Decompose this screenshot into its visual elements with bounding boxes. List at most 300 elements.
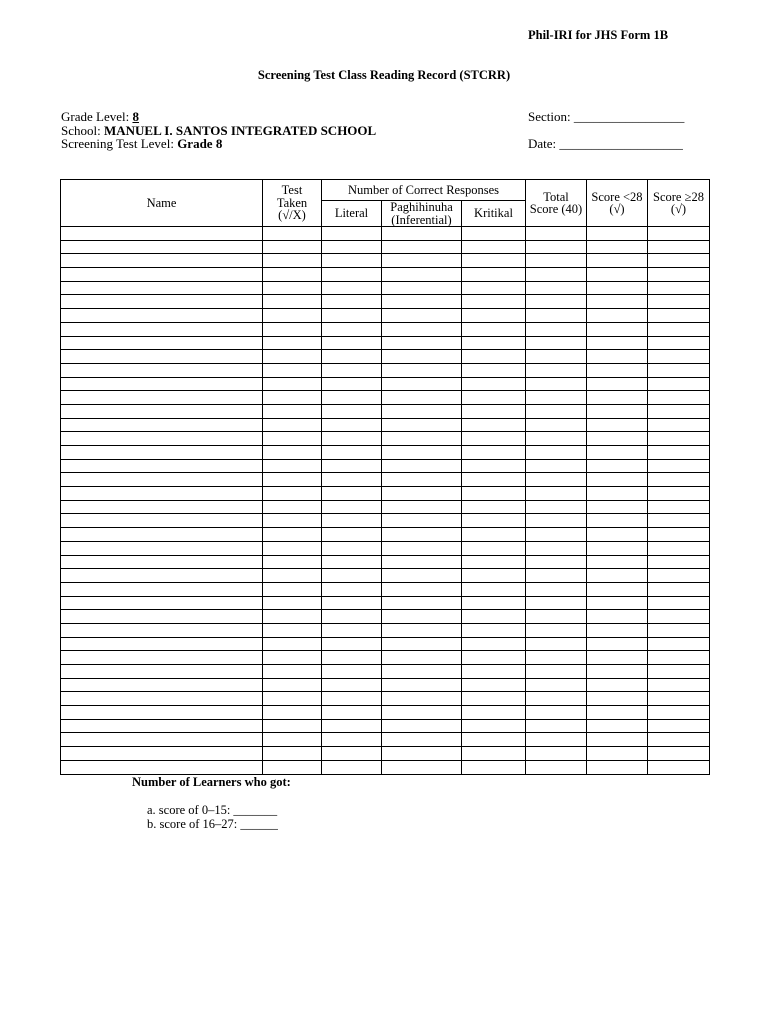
cell-score-above-28[interactable] <box>648 459 710 473</box>
cell-score-above-28[interactable] <box>648 651 710 665</box>
cell-name[interactable] <box>61 610 263 624</box>
cell-test-taken[interactable] <box>263 446 322 460</box>
cell-literal[interactable] <box>322 760 382 774</box>
cell-score-below-28[interactable] <box>587 500 648 514</box>
cell-name[interactable] <box>61 760 263 774</box>
cell-literal[interactable] <box>322 637 382 651</box>
cell-paghihinuha[interactable] <box>382 281 462 295</box>
cell-total-score[interactable] <box>526 719 587 733</box>
cell-literal[interactable] <box>322 418 382 432</box>
cell-test-taken[interactable] <box>263 760 322 774</box>
cell-test-taken[interactable] <box>263 623 322 637</box>
cell-score-above-28[interactable] <box>648 582 710 596</box>
cell-kritikal[interactable] <box>462 309 526 323</box>
cell-score-below-28[interactable] <box>587 240 648 254</box>
cell-literal[interactable] <box>322 733 382 747</box>
cell-score-below-28[interactable] <box>587 706 648 720</box>
cell-total-score[interactable] <box>526 760 587 774</box>
cell-score-below-28[interactable] <box>587 404 648 418</box>
cell-paghihinuha[interactable] <box>382 487 462 501</box>
cell-score-below-28[interactable] <box>587 391 648 405</box>
cell-name[interactable] <box>61 240 263 254</box>
cell-total-score[interactable] <box>526 295 587 309</box>
cell-kritikal[interactable] <box>462 760 526 774</box>
cell-paghihinuha[interactable] <box>382 665 462 679</box>
cell-literal[interactable] <box>322 719 382 733</box>
cell-test-taken[interactable] <box>263 377 322 391</box>
cell-total-score[interactable] <box>526 350 587 364</box>
cell-literal[interactable] <box>322 500 382 514</box>
cell-test-taken[interactable] <box>263 240 322 254</box>
cell-total-score[interactable] <box>526 555 587 569</box>
cell-total-score[interactable] <box>526 377 587 391</box>
cell-test-taken[interactable] <box>263 555 322 569</box>
cell-kritikal[interactable] <box>462 295 526 309</box>
cell-name[interactable] <box>61 692 263 706</box>
cell-score-above-28[interactable] <box>648 487 710 501</box>
cell-kritikal[interactable] <box>462 569 526 583</box>
cell-score-above-28[interactable] <box>648 309 710 323</box>
cell-paghihinuha[interactable] <box>382 268 462 282</box>
cell-literal[interactable] <box>322 391 382 405</box>
cell-score-below-28[interactable] <box>587 227 648 241</box>
cell-kritikal[interactable] <box>462 528 526 542</box>
cell-score-below-28[interactable] <box>587 336 648 350</box>
cell-name[interactable] <box>61 336 263 350</box>
cell-kritikal[interactable] <box>462 446 526 460</box>
cell-kritikal[interactable] <box>462 610 526 624</box>
date-field[interactable]: Date: ___________________ <box>528 136 683 151</box>
cell-paghihinuha[interactable] <box>382 227 462 241</box>
cell-test-taken[interactable] <box>263 569 322 583</box>
cell-score-above-28[interactable] <box>648 227 710 241</box>
cell-test-taken[interactable] <box>263 336 322 350</box>
cell-score-above-28[interactable] <box>648 747 710 761</box>
cell-score-below-28[interactable] <box>587 760 648 774</box>
cell-literal[interactable] <box>322 665 382 679</box>
cell-literal[interactable] <box>322 377 382 391</box>
cell-score-above-28[interactable] <box>648 733 710 747</box>
cell-total-score[interactable] <box>526 692 587 706</box>
cell-score-above-28[interactable] <box>648 446 710 460</box>
cell-test-taken[interactable] <box>263 596 322 610</box>
cell-name[interactable] <box>61 281 263 295</box>
cell-test-taken[interactable] <box>263 459 322 473</box>
cell-score-above-28[interactable] <box>648 240 710 254</box>
cell-name[interactable] <box>61 733 263 747</box>
cell-score-above-28[interactable] <box>648 500 710 514</box>
cell-paghihinuha[interactable] <box>382 719 462 733</box>
cell-literal[interactable] <box>322 651 382 665</box>
cell-score-above-28[interactable] <box>648 336 710 350</box>
cell-name[interactable] <box>61 418 263 432</box>
cell-score-below-28[interactable] <box>587 487 648 501</box>
cell-literal[interactable] <box>322 254 382 268</box>
cell-kritikal[interactable] <box>462 623 526 637</box>
cell-paghihinuha[interactable] <box>382 623 462 637</box>
cell-kritikal[interactable] <box>462 391 526 405</box>
cell-test-taken[interactable] <box>263 295 322 309</box>
cell-literal[interactable] <box>322 473 382 487</box>
cell-name[interactable] <box>61 322 263 336</box>
cell-test-taken[interactable] <box>263 309 322 323</box>
cell-paghihinuha[interactable] <box>382 459 462 473</box>
cell-name[interactable] <box>61 268 263 282</box>
cell-total-score[interactable] <box>526 596 587 610</box>
cell-score-above-28[interactable] <box>648 678 710 692</box>
cell-test-taken[interactable] <box>263 678 322 692</box>
cell-literal[interactable] <box>322 446 382 460</box>
cell-total-score[interactable] <box>526 459 587 473</box>
cell-score-below-28[interactable] <box>587 733 648 747</box>
cell-kritikal[interactable] <box>462 459 526 473</box>
cell-total-score[interactable] <box>526 487 587 501</box>
cell-paghihinuha[interactable] <box>382 350 462 364</box>
cell-score-above-28[interactable] <box>648 528 710 542</box>
cell-name[interactable] <box>61 473 263 487</box>
cell-literal[interactable] <box>322 623 382 637</box>
cell-paghihinuha[interactable] <box>382 322 462 336</box>
cell-kritikal[interactable] <box>462 747 526 761</box>
cell-kritikal[interactable] <box>462 404 526 418</box>
cell-literal[interactable] <box>322 309 382 323</box>
cell-score-below-28[interactable] <box>587 268 648 282</box>
cell-name[interactable] <box>61 706 263 720</box>
cell-test-taken[interactable] <box>263 432 322 446</box>
cell-total-score[interactable] <box>526 582 587 596</box>
cell-paghihinuha[interactable] <box>382 336 462 350</box>
cell-paghihinuha[interactable] <box>382 500 462 514</box>
cell-score-below-28[interactable] <box>587 432 648 446</box>
cell-kritikal[interactable] <box>462 706 526 720</box>
cell-score-below-28[interactable] <box>587 719 648 733</box>
cell-kritikal[interactable] <box>462 473 526 487</box>
cell-total-score[interactable] <box>526 391 587 405</box>
cell-kritikal[interactable] <box>462 377 526 391</box>
cell-score-below-28[interactable] <box>587 473 648 487</box>
cell-total-score[interactable] <box>526 706 587 720</box>
cell-total-score[interactable] <box>526 541 587 555</box>
cell-score-below-28[interactable] <box>587 610 648 624</box>
cell-name[interactable] <box>61 569 263 583</box>
cell-name[interactable] <box>61 432 263 446</box>
cell-score-below-28[interactable] <box>587 541 648 555</box>
cell-score-above-28[interactable] <box>648 514 710 528</box>
cell-kritikal[interactable] <box>462 363 526 377</box>
cell-score-above-28[interactable] <box>648 760 710 774</box>
cell-literal[interactable] <box>322 432 382 446</box>
cell-paghihinuha[interactable] <box>382 596 462 610</box>
cell-score-below-28[interactable] <box>587 295 648 309</box>
cell-test-taken[interactable] <box>263 610 322 624</box>
cell-total-score[interactable] <box>526 268 587 282</box>
cell-name[interactable] <box>61 446 263 460</box>
cell-kritikal[interactable] <box>462 254 526 268</box>
cell-kritikal[interactable] <box>462 418 526 432</box>
cell-paghihinuha[interactable] <box>382 610 462 624</box>
cell-test-taken[interactable] <box>263 500 322 514</box>
cell-total-score[interactable] <box>526 446 587 460</box>
cell-name[interactable] <box>61 309 263 323</box>
cell-test-taken[interactable] <box>263 541 322 555</box>
cell-score-above-28[interactable] <box>648 391 710 405</box>
cell-name[interactable] <box>61 747 263 761</box>
cell-total-score[interactable] <box>526 678 587 692</box>
cell-paghihinuha[interactable] <box>382 254 462 268</box>
cell-name[interactable] <box>61 363 263 377</box>
cell-literal[interactable] <box>322 295 382 309</box>
cell-literal[interactable] <box>322 514 382 528</box>
cell-literal[interactable] <box>322 528 382 542</box>
cell-total-score[interactable] <box>526 336 587 350</box>
cell-score-above-28[interactable] <box>648 404 710 418</box>
cell-score-above-28[interactable] <box>648 637 710 651</box>
cell-literal[interactable] <box>322 610 382 624</box>
cell-paghihinuha[interactable] <box>382 309 462 323</box>
cell-total-score[interactable] <box>526 254 587 268</box>
cell-score-above-28[interactable] <box>648 322 710 336</box>
cell-score-below-28[interactable] <box>587 377 648 391</box>
cell-test-taken[interactable] <box>263 528 322 542</box>
cell-score-below-28[interactable] <box>587 623 648 637</box>
cell-name[interactable] <box>61 500 263 514</box>
cell-name[interactable] <box>61 459 263 473</box>
cell-score-above-28[interactable] <box>648 295 710 309</box>
cell-kritikal[interactable] <box>462 541 526 555</box>
cell-name[interactable] <box>61 254 263 268</box>
cell-test-taken[interactable] <box>263 363 322 377</box>
cell-total-score[interactable] <box>526 240 587 254</box>
cell-score-above-28[interactable] <box>648 569 710 583</box>
cell-paghihinuha[interactable] <box>382 391 462 405</box>
cell-paghihinuha[interactable] <box>382 569 462 583</box>
cell-score-below-28[interactable] <box>587 678 648 692</box>
cell-total-score[interactable] <box>526 528 587 542</box>
cell-test-taken[interactable] <box>263 350 322 364</box>
cell-paghihinuha[interactable] <box>382 418 462 432</box>
cell-total-score[interactable] <box>526 651 587 665</box>
cell-name[interactable] <box>61 514 263 528</box>
cell-literal[interactable] <box>322 596 382 610</box>
cell-literal[interactable] <box>322 582 382 596</box>
cell-name[interactable] <box>61 719 263 733</box>
cell-score-below-28[interactable] <box>587 555 648 569</box>
cell-total-score[interactable] <box>526 404 587 418</box>
cell-paghihinuha[interactable] <box>382 295 462 309</box>
cell-score-below-28[interactable] <box>587 528 648 542</box>
cell-kritikal[interactable] <box>462 582 526 596</box>
cell-paghihinuha[interactable] <box>382 651 462 665</box>
cell-kritikal[interactable] <box>462 432 526 446</box>
cell-paghihinuha[interactable] <box>382 404 462 418</box>
cell-name[interactable] <box>61 651 263 665</box>
cell-name[interactable] <box>61 623 263 637</box>
cell-kritikal[interactable] <box>462 651 526 665</box>
cell-test-taken[interactable] <box>263 487 322 501</box>
cell-literal[interactable] <box>322 268 382 282</box>
cell-score-above-28[interactable] <box>648 268 710 282</box>
cell-literal[interactable] <box>322 350 382 364</box>
cell-paghihinuha[interactable] <box>382 706 462 720</box>
cell-literal[interactable] <box>322 692 382 706</box>
cell-total-score[interactable] <box>526 473 587 487</box>
cell-score-above-28[interactable] <box>648 665 710 679</box>
cell-score-below-28[interactable] <box>587 651 648 665</box>
cell-score-below-28[interactable] <box>587 582 648 596</box>
cell-paghihinuha[interactable] <box>382 733 462 747</box>
cell-literal[interactable] <box>322 281 382 295</box>
cell-name[interactable] <box>61 377 263 391</box>
cell-score-below-28[interactable] <box>587 692 648 706</box>
cell-literal[interactable] <box>322 541 382 555</box>
cell-kritikal[interactable] <box>462 692 526 706</box>
cell-name[interactable] <box>61 637 263 651</box>
cell-test-taken[interactable] <box>263 404 322 418</box>
cell-paghihinuha[interactable] <box>382 582 462 596</box>
cell-kritikal[interactable] <box>462 350 526 364</box>
cell-score-below-28[interactable] <box>587 596 648 610</box>
cell-test-taken[interactable] <box>263 268 322 282</box>
cell-test-taken[interactable] <box>263 281 322 295</box>
cell-total-score[interactable] <box>526 610 587 624</box>
cell-score-above-28[interactable] <box>648 281 710 295</box>
cell-total-score[interactable] <box>526 637 587 651</box>
cell-total-score[interactable] <box>526 281 587 295</box>
cell-name[interactable] <box>61 227 263 241</box>
cell-score-above-28[interactable] <box>648 623 710 637</box>
cell-paghihinuha[interactable] <box>382 432 462 446</box>
cell-kritikal[interactable] <box>462 487 526 501</box>
cell-score-above-28[interactable] <box>648 377 710 391</box>
cell-kritikal[interactable] <box>462 733 526 747</box>
cell-paghihinuha[interactable] <box>382 555 462 569</box>
cell-total-score[interactable] <box>526 733 587 747</box>
cell-test-taken[interactable] <box>263 391 322 405</box>
cell-test-taken[interactable] <box>263 254 322 268</box>
cell-test-taken[interactable] <box>263 582 322 596</box>
cell-total-score[interactable] <box>526 500 587 514</box>
cell-kritikal[interactable] <box>462 500 526 514</box>
cell-name[interactable] <box>61 541 263 555</box>
cell-score-above-28[interactable] <box>648 706 710 720</box>
cell-paghihinuha[interactable] <box>382 692 462 706</box>
cell-kritikal[interactable] <box>462 240 526 254</box>
cell-kritikal[interactable] <box>462 637 526 651</box>
cell-total-score[interactable] <box>526 569 587 583</box>
cell-test-taken[interactable] <box>263 637 322 651</box>
cell-score-above-28[interactable] <box>648 432 710 446</box>
cell-score-below-28[interactable] <box>587 514 648 528</box>
cell-kritikal[interactable] <box>462 665 526 679</box>
cell-test-taken[interactable] <box>263 227 322 241</box>
cell-total-score[interactable] <box>526 363 587 377</box>
cell-kritikal[interactable] <box>462 336 526 350</box>
cell-score-above-28[interactable] <box>648 541 710 555</box>
cell-kritikal[interactable] <box>462 596 526 610</box>
cell-kritikal[interactable] <box>462 719 526 733</box>
cell-name[interactable] <box>61 391 263 405</box>
cell-paghihinuha[interactable] <box>382 446 462 460</box>
cell-test-taken[interactable] <box>263 719 322 733</box>
cell-total-score[interactable] <box>526 623 587 637</box>
cell-kritikal[interactable] <box>462 322 526 336</box>
cell-test-taken[interactable] <box>263 665 322 679</box>
cell-literal[interactable] <box>322 322 382 336</box>
cell-score-below-28[interactable] <box>587 309 648 323</box>
cell-score-below-28[interactable] <box>587 665 648 679</box>
cell-name[interactable] <box>61 404 263 418</box>
cell-score-above-28[interactable] <box>648 596 710 610</box>
cell-kritikal[interactable] <box>462 678 526 692</box>
cell-score-above-28[interactable] <box>648 418 710 432</box>
cell-literal[interactable] <box>322 363 382 377</box>
cell-paghihinuha[interactable] <box>382 760 462 774</box>
cell-score-above-28[interactable] <box>648 610 710 624</box>
cell-score-above-28[interactable] <box>648 363 710 377</box>
cell-paghihinuha[interactable] <box>382 473 462 487</box>
cell-paghihinuha[interactable] <box>382 541 462 555</box>
section-field[interactable]: Section: _________________ <box>528 109 685 124</box>
cell-total-score[interactable] <box>526 747 587 761</box>
cell-score-below-28[interactable] <box>587 418 648 432</box>
cell-paghihinuha[interactable] <box>382 528 462 542</box>
cell-total-score[interactable] <box>526 432 587 446</box>
cell-score-below-28[interactable] <box>587 350 648 364</box>
cell-total-score[interactable] <box>526 514 587 528</box>
cell-literal[interactable] <box>322 569 382 583</box>
cell-literal[interactable] <box>322 227 382 241</box>
cell-test-taken[interactable] <box>263 514 322 528</box>
cell-name[interactable] <box>61 665 263 679</box>
cell-score-below-28[interactable] <box>587 637 648 651</box>
cell-paghihinuha[interactable] <box>382 678 462 692</box>
cell-kritikal[interactable] <box>462 227 526 241</box>
cell-kritikal[interactable] <box>462 268 526 282</box>
cell-paghihinuha[interactable] <box>382 747 462 761</box>
cell-total-score[interactable] <box>526 227 587 241</box>
cell-kritikal[interactable] <box>462 514 526 528</box>
cell-score-above-28[interactable] <box>648 555 710 569</box>
cell-literal[interactable] <box>322 459 382 473</box>
cell-literal[interactable] <box>322 487 382 501</box>
cell-kritikal[interactable] <box>462 281 526 295</box>
cell-score-below-28[interactable] <box>587 446 648 460</box>
cell-name[interactable] <box>61 555 263 569</box>
cell-literal[interactable] <box>322 706 382 720</box>
cell-paghihinuha[interactable] <box>382 514 462 528</box>
cell-test-taken[interactable] <box>263 473 322 487</box>
cell-literal[interactable] <box>322 404 382 418</box>
cell-score-above-28[interactable] <box>648 692 710 706</box>
cell-total-score[interactable] <box>526 418 587 432</box>
cell-name[interactable] <box>61 528 263 542</box>
cell-paghihinuha[interactable] <box>382 240 462 254</box>
cell-paghihinuha[interactable] <box>382 637 462 651</box>
cell-test-taken[interactable] <box>263 706 322 720</box>
cell-literal[interactable] <box>322 747 382 761</box>
cell-score-below-28[interactable] <box>587 459 648 473</box>
cell-name[interactable] <box>61 582 263 596</box>
cell-paghihinuha[interactable] <box>382 377 462 391</box>
cell-total-score[interactable] <box>526 322 587 336</box>
cell-literal[interactable] <box>322 240 382 254</box>
cell-score-above-28[interactable] <box>648 719 710 733</box>
cell-test-taken[interactable] <box>263 651 322 665</box>
cell-name[interactable] <box>61 350 263 364</box>
cell-score-above-28[interactable] <box>648 473 710 487</box>
cell-kritikal[interactable] <box>462 555 526 569</box>
cell-score-above-28[interactable] <box>648 350 710 364</box>
